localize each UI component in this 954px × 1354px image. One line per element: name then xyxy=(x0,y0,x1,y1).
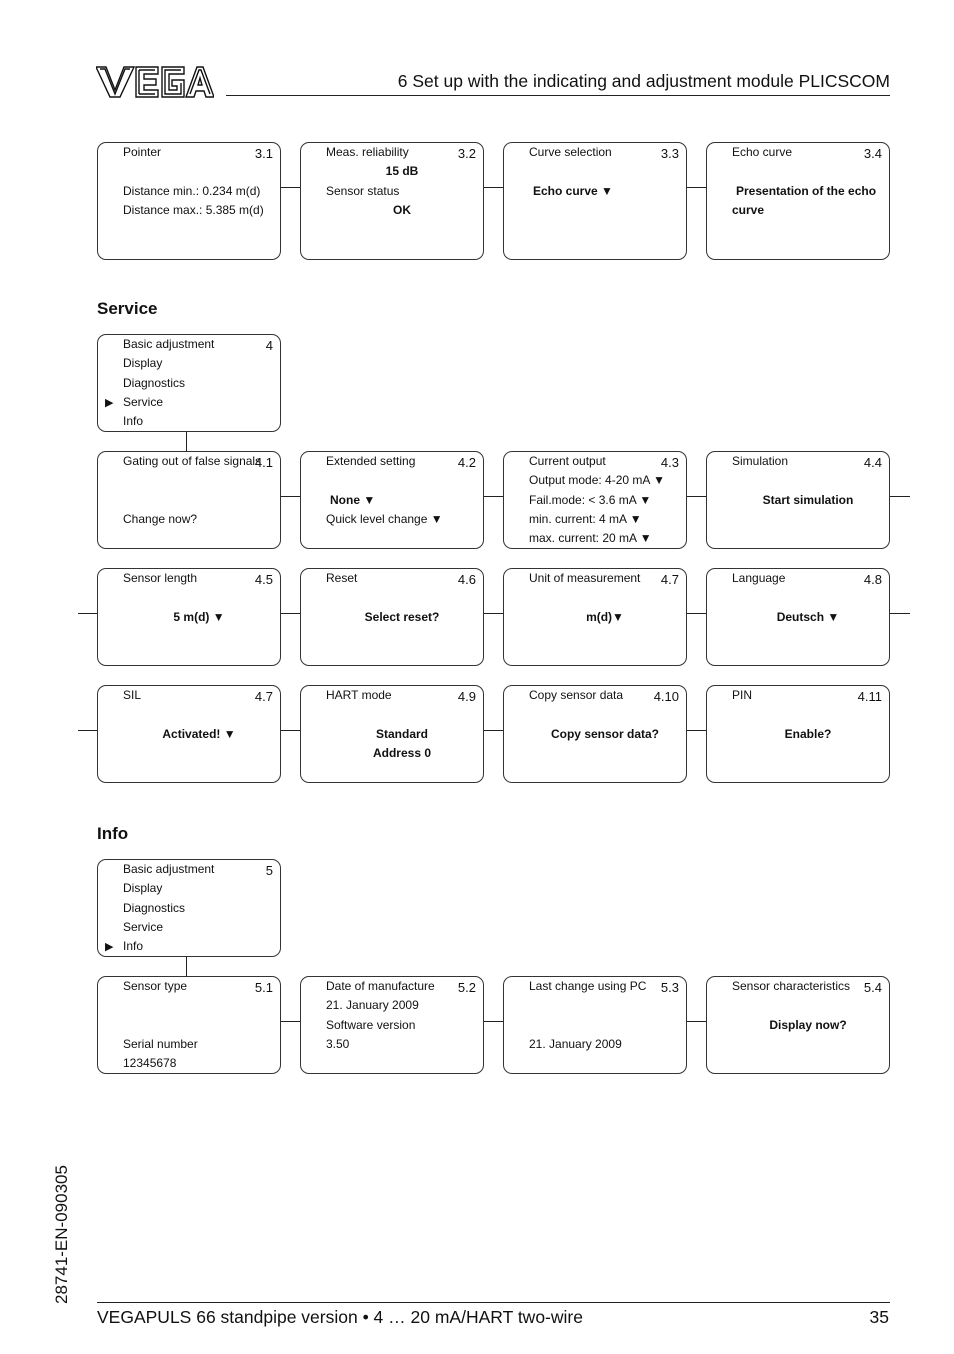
display-line: 3.50 xyxy=(326,1036,350,1051)
menu-box xyxy=(97,859,281,957)
display-box-3-3 xyxy=(503,142,687,260)
menu-item: Display xyxy=(123,881,163,896)
display-box-4-10 xyxy=(503,685,687,783)
display-title: HART mode xyxy=(326,688,392,702)
display-line: 21. January 2009 xyxy=(529,1036,622,1051)
connector-line xyxy=(484,730,503,731)
display-box-5-4 xyxy=(706,976,890,1074)
connector-line xyxy=(687,187,706,188)
connector-line xyxy=(281,496,300,497)
display-title: Last change using PC xyxy=(529,979,647,993)
header-rule xyxy=(226,95,890,96)
display-title: Pointer xyxy=(123,145,162,159)
display-line: Deutsch ▼ xyxy=(776,609,840,624)
connector-line xyxy=(281,730,300,731)
footer-title: VEGAPULS 66 standpipe version • 4 … 20 mA/HART two-wire xyxy=(97,1307,583,1327)
menu-number: 3.3 xyxy=(660,146,679,161)
display-line: Distance max.: 5.385 m(d) xyxy=(123,202,264,217)
menu-item: Diagnostics xyxy=(123,375,186,390)
display-title: Reset xyxy=(326,571,358,585)
display-title: Simulation xyxy=(732,454,789,468)
connector-line xyxy=(78,730,97,731)
display-line: Quick level change ▼ xyxy=(326,511,443,526)
connector-line xyxy=(687,496,706,497)
display-box-4-5 xyxy=(97,568,281,666)
menu-number: 4.2 xyxy=(457,455,476,470)
display-title: Echo curve xyxy=(732,145,793,159)
display-box-4-7 xyxy=(503,568,687,666)
menu-number: 5.2 xyxy=(457,980,476,995)
display-title: Meas. reliability xyxy=(326,145,409,159)
display-box-5-3 xyxy=(503,976,687,1074)
document-code: 28741-EN-090305 xyxy=(52,1165,71,1304)
menu-number: 5.4 xyxy=(863,980,882,995)
menu-number: 5.3 xyxy=(660,980,679,995)
display-box-4-7 xyxy=(97,685,281,783)
display-line: Output mode: 4-20 mA ▼ xyxy=(529,473,665,488)
display-title: Extended setting xyxy=(326,454,416,468)
connector-line xyxy=(687,613,706,614)
display-line: 12345678 xyxy=(123,1056,177,1071)
display-title: Copy sensor data xyxy=(529,688,624,702)
connector-line xyxy=(281,613,300,614)
menu-item: Display xyxy=(123,356,163,371)
display-box-4-1 xyxy=(97,451,281,549)
menu-number: 4.3 xyxy=(660,455,679,470)
display-title: Sensor characteristics xyxy=(732,979,851,993)
vega-logo xyxy=(96,66,214,98)
service-heading: Service xyxy=(97,299,158,318)
display-line: Address 0 xyxy=(372,745,432,760)
display-title: Gating out of false signals xyxy=(123,454,262,468)
display-line: Copy sensor data? xyxy=(550,726,660,741)
display-box-4-11 xyxy=(706,685,890,783)
menu-number: 4 xyxy=(265,338,273,353)
menu-box xyxy=(97,334,281,432)
footer-rule xyxy=(97,1302,890,1303)
display-box-3-2 xyxy=(300,142,484,260)
display-line: Change now? xyxy=(123,511,198,526)
display-line: min. current: 4 mA ▼ xyxy=(529,511,642,526)
display-line: Distance min.: 0.234 m(d) xyxy=(123,183,261,198)
menu-item: Basic adjustment xyxy=(123,862,215,876)
menu-number: 4.7 xyxy=(660,572,679,587)
display-line: Enable? xyxy=(784,726,832,741)
connector-line xyxy=(687,1021,706,1022)
menu-item: Service xyxy=(123,394,164,409)
display-line: m(d)▼ xyxy=(586,609,624,624)
menu-number: 5.1 xyxy=(254,980,273,995)
display-line: 5 m(d) ▼ xyxy=(173,609,225,624)
display-title: PIN xyxy=(732,688,753,702)
display-box-4-8 xyxy=(706,568,890,666)
display-line: Fail.mode: < 3.6 mA ▼ xyxy=(529,492,652,507)
display-line: Presentation of the echo xyxy=(736,183,877,198)
display-title: Current output xyxy=(529,454,606,468)
menu-item: Basic adjustment xyxy=(123,337,215,351)
connector-line xyxy=(484,187,503,188)
display-line: 15 dB xyxy=(385,164,419,179)
connector-line xyxy=(484,1021,503,1022)
display-box-5-2 xyxy=(300,976,484,1074)
selected-marker-icon: ▶ xyxy=(105,941,114,954)
display-line: None ▼ xyxy=(330,492,376,507)
display-line: Software version xyxy=(326,1017,416,1032)
menu-item: Info xyxy=(123,414,144,429)
menu-number: 4.1 xyxy=(254,455,273,470)
connector-line xyxy=(281,1021,300,1022)
display-box-4-6 xyxy=(300,568,484,666)
connector-line xyxy=(687,730,706,731)
display-title: SIL xyxy=(123,688,142,702)
menu-item: Service xyxy=(123,919,164,934)
menu-item: Info xyxy=(123,939,144,954)
display-box-3-4 xyxy=(706,142,890,260)
display-box-4-2 xyxy=(300,451,484,549)
connector-line xyxy=(484,613,503,614)
selected-marker-icon: ▶ xyxy=(105,396,114,409)
page-number: 35 xyxy=(869,1307,889,1327)
connector-line xyxy=(484,496,503,497)
connector-line xyxy=(890,613,910,614)
display-line: max. current: 20 mA ▼ xyxy=(529,531,652,546)
display-title: Curve selection xyxy=(529,145,612,159)
menu-number: 4.11 xyxy=(857,689,882,704)
display-line: Sensor status xyxy=(326,183,400,198)
display-line: Start simulation xyxy=(762,492,854,507)
info-heading: Info xyxy=(97,824,129,843)
connector-line xyxy=(281,187,300,188)
menu-item: Diagnostics xyxy=(123,900,186,915)
display-line: Serial number xyxy=(123,1036,198,1051)
connector-line xyxy=(890,496,910,497)
display-line: Activated! ▼ xyxy=(162,726,236,741)
connector-line xyxy=(78,613,97,614)
display-title: Date of manufacture xyxy=(326,979,435,993)
menu-number: 4.6 xyxy=(457,572,476,587)
display-title: Sensor type xyxy=(123,979,188,993)
menu-number: 4.7 xyxy=(254,689,273,704)
display-line: curve xyxy=(732,202,765,217)
display-line: Standard xyxy=(375,726,428,741)
display-title: Unit of measurement xyxy=(529,571,641,585)
display-box-5-1 xyxy=(97,976,281,1074)
display-line: 21. January 2009 xyxy=(326,998,419,1013)
display-box-4-3 xyxy=(503,451,687,549)
display-box-4-9 xyxy=(300,685,484,783)
display-box-4-4 xyxy=(706,451,890,549)
display-line: Echo curve ▼ xyxy=(533,183,613,198)
menu-number: 3.4 xyxy=(863,146,882,161)
display-title: Sensor length xyxy=(123,571,198,585)
connector-line xyxy=(186,957,187,976)
menu-number: 4.5 xyxy=(254,572,273,587)
display-box-3-1 xyxy=(97,142,281,260)
display-line: Select reset? xyxy=(364,609,440,624)
display-title: Language xyxy=(732,571,786,585)
menu-number: 3.1 xyxy=(254,146,273,161)
display-line: OK xyxy=(393,202,411,217)
menu-number: 4.4 xyxy=(863,455,882,470)
menu-number: 3.2 xyxy=(457,146,476,161)
menu-number: 4.9 xyxy=(457,689,476,704)
menu-number: 4.8 xyxy=(863,572,882,587)
menu-number: 5 xyxy=(265,863,273,878)
menu-number: 4.10 xyxy=(653,689,679,704)
connector-line xyxy=(186,432,187,451)
display-line: Display now? xyxy=(769,1017,847,1032)
chapter-title: 6 Set up with the indicating and adjustment module PLICSCOM xyxy=(397,71,890,91)
